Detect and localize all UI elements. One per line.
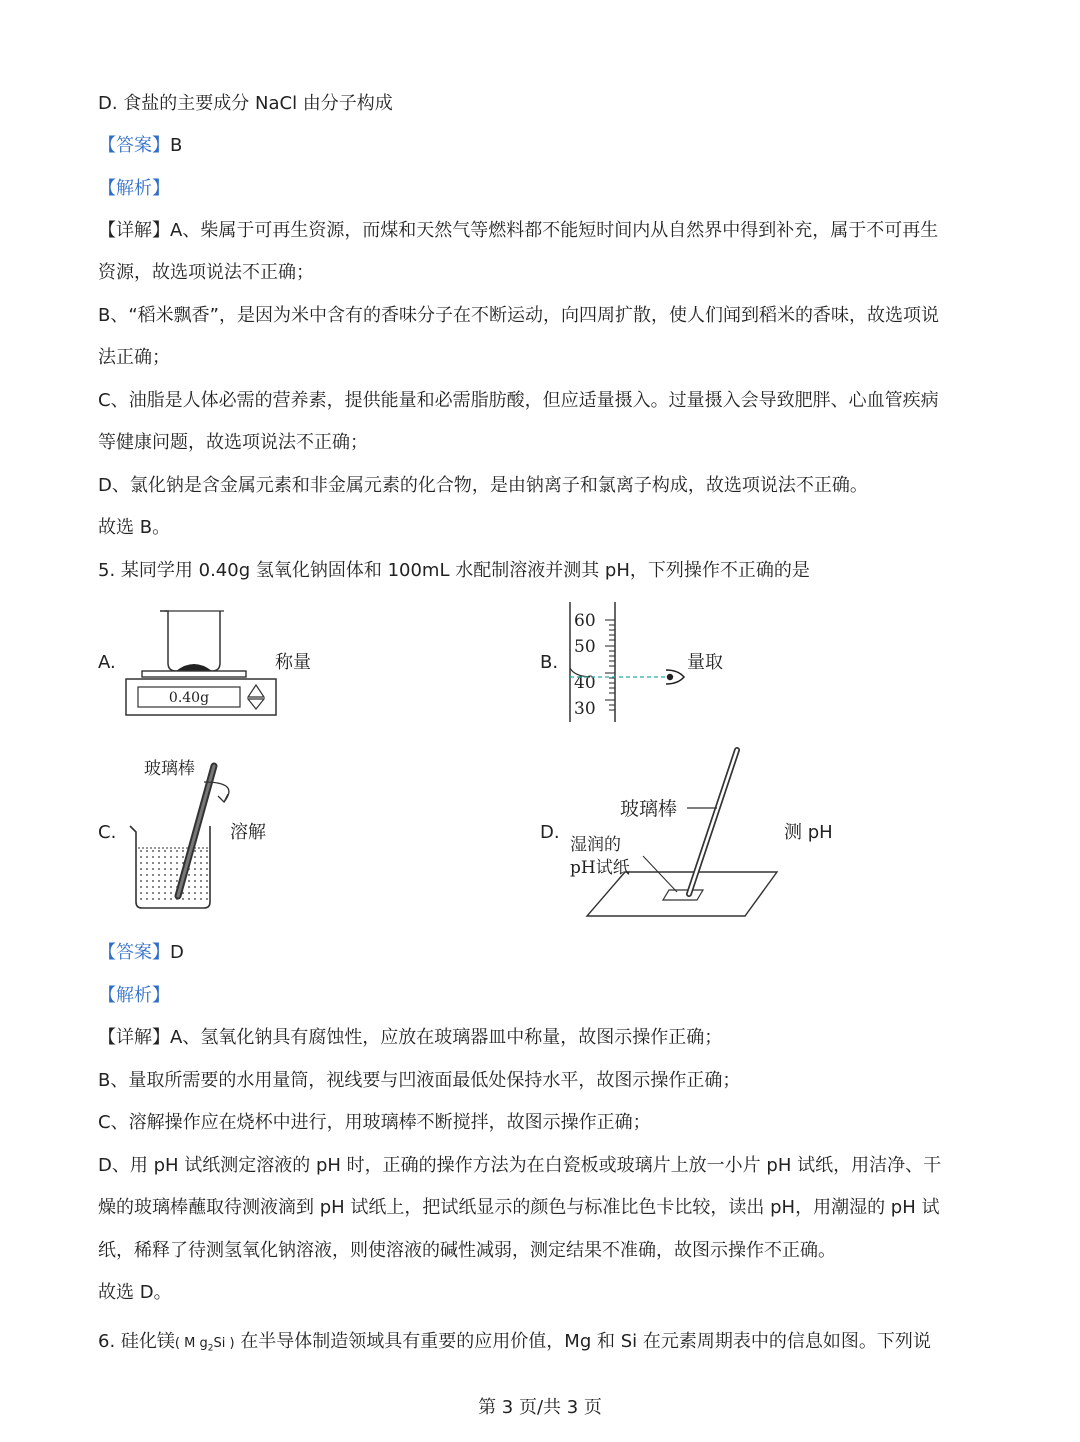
answer-tag: 【答案】: [98, 135, 170, 156]
q5-option-b-letter: B.: [540, 652, 559, 673]
answer-value: B: [170, 135, 183, 156]
balance-pan: [142, 671, 246, 677]
glass-rod-label: 玻璃棒: [620, 798, 678, 820]
answer-tag: 【答案】: [98, 942, 170, 963]
q5-option-a-caption: 称量: [275, 652, 311, 673]
q6-text: 在半导体制造领域具有重要的应用价值，Mg 和 Si 在元素周期表中的信息如图。下列说: [240, 1331, 931, 1352]
detail-text: A、氢氧化钠具有腐蚀性，应放在玻璃器皿中称量，故图示操作正确；: [170, 1027, 723, 1048]
beaker-outline: [160, 611, 220, 671]
formula: [174, 1336, 235, 1354]
q5-conclusion: 故选 D。: [98, 1282, 172, 1303]
detail-text: A、柴属于可再生资源，而煤和天然气等燃料都不能短时间内从自然界中得到补充，属于不可再生: [170, 220, 939, 241]
q4-detail-line-3: B、“稻米飘香”，是因为米中含有的香味分子在不断运动，向四周扩散，使人们闻到稻米的香味，故选项说: [98, 305, 939, 326]
q5-detail-line-4: D、用 pH 试纸测定溶液的 pH 时，正确的操作方法为在白瓷板或玻璃片上放一小片 pH 试纸，用洁净、干: [98, 1155, 942, 1176]
eye-pupil: [667, 674, 673, 680]
display-reading: 0.40g: [168, 690, 210, 706]
balance-figure: [120, 605, 290, 720]
q4-detail-line-5: C、油脂是人体必需的营养素，提供能量和必需脂肪酸，但应适量摄入。过量摄入会导致肥胖、心血管疾病: [98, 390, 939, 411]
q5-stem: 5. 某同学用 0.40g 氢氧化钠固体和 100mL 水配制溶液并测其 pH，下列操作不正确的是: [98, 560, 810, 581]
q5-detail-line-1: [98, 1025, 984, 1051]
q6-stem: [98, 1329, 984, 1362]
q4-conclusion: 故选 B。: [98, 517, 171, 538]
q5-detail-line-3: C、溶解操作应在烧杯中进行，用玻璃棒不断搅拌，故图示操作正确；: [98, 1112, 651, 1133]
formula-subscript: 2: [207, 1343, 214, 1354]
wet-paper-label-2: pH试纸: [570, 858, 630, 878]
q5-option-b-caption: 量取: [687, 652, 723, 673]
formula-open: (: [174, 1336, 180, 1351]
q4-analysis: [98, 176, 984, 202]
tick-30: 30: [574, 699, 596, 719]
solution-liquid: [138, 848, 208, 904]
wet-paper-label-1: 湿润的: [570, 835, 621, 855]
detail-tag: 【详解】: [98, 1027, 170, 1048]
q5-option-d-caption: 测 pH: [784, 822, 833, 843]
ph-test-figure: [565, 742, 785, 922]
detail-tag: 【详解】: [98, 220, 170, 241]
q5-option-d-letter: D.: [540, 822, 560, 843]
formula-close: ): [229, 1336, 235, 1351]
analysis-tag: 【解析】: [98, 178, 170, 199]
q4-detail-line-6: 等健康问题，故选项说法不正确；: [98, 432, 368, 453]
page-footer: 第 3 页/共 3 页: [478, 1397, 602, 1418]
formula-si: Si: [213, 1336, 226, 1351]
formula-m: M: [184, 1336, 196, 1351]
q4-detail-line-2: 资源，故选项说法不正确；: [98, 262, 314, 283]
ph-paper: [663, 890, 703, 900]
analysis-tag: 【解析】: [98, 985, 170, 1006]
q5-analysis: [98, 983, 984, 1009]
q5-detail-line-5: 燥的玻璃棒蘸取待测液滴到 pH 试纸上，把试纸显示的颜色与标准比色卡比较，读出 pH，用潮湿的 pH 试: [98, 1197, 940, 1218]
q4-detail-line-7: D、氯化钠是含金属元素和非金属元素的化合物，是由钠离子和氯离子构成，故选项说法不正确。: [98, 475, 868, 496]
q5-answer: [98, 940, 984, 966]
q5-detail-line-6: 纸，稀释了待测氢氧化钠溶液，则使溶液的碱性减弱，测定结果不准确，故图示操作不正确。: [98, 1240, 836, 1261]
q5-option-a-letter: A.: [98, 652, 116, 673]
q5-option-c-caption: 溶解: [230, 822, 266, 843]
tick-50: 50: [574, 637, 596, 657]
graduated-cylinder-figure: [560, 600, 690, 725]
formula-g: g: [199, 1336, 208, 1351]
glass-rod-label: 玻璃棒: [144, 759, 195, 779]
q4-detail-line-4: 法正确；: [98, 347, 170, 368]
q5-detail-line-2: B、量取所需要的水用量筒，视线要与凹液面最低处保持水平，故图示操作正确；: [98, 1070, 741, 1091]
tick-40: 40: [574, 673, 596, 693]
solid-pile: [176, 664, 212, 671]
tick-60: 60: [574, 611, 596, 631]
answer-value: D: [170, 942, 184, 963]
q4-detail-line-1: [98, 218, 984, 244]
q5-option-c-letter: C.: [98, 822, 117, 843]
q4-option-d: D. 食盐的主要成分 NaCl 由分子构成: [98, 93, 393, 114]
q6-number-and-subject: 6. 硅化镁: [98, 1331, 175, 1352]
q4-answer: [98, 133, 984, 159]
